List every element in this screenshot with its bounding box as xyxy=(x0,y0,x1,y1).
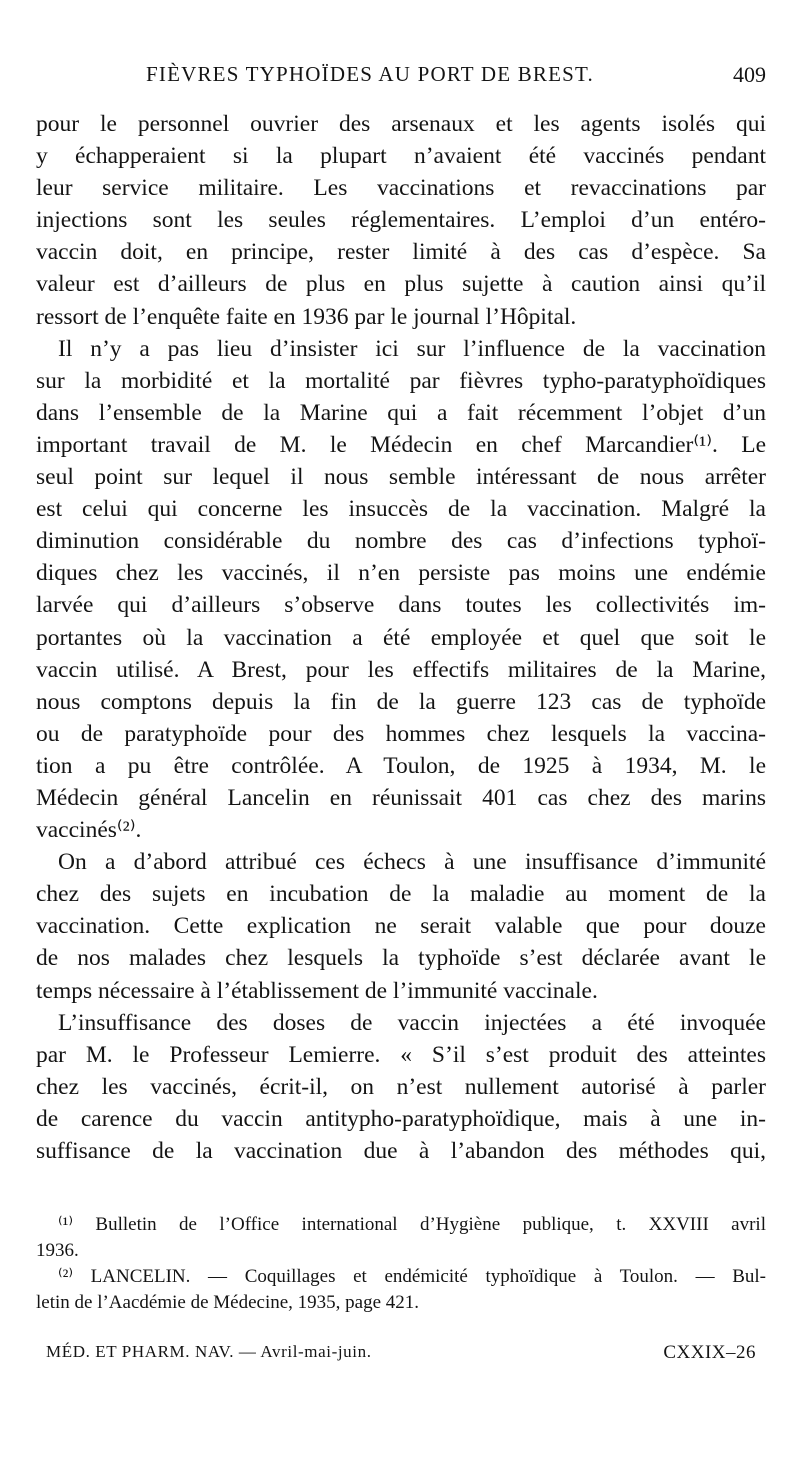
text-line: suffisance de la vaccination due à l’abandon des méthodes qui, xyxy=(36,1138,766,1164)
text-line: sur la morbidité et la mortalité par fièvres typho-paratyphoïdiques xyxy=(36,367,766,394)
text-line: larvée qui d’ailleurs s’observe dans toutes les collectivités im- xyxy=(36,592,766,619)
signature-mark: CXXIX–26 xyxy=(663,1342,756,1363)
text-line: vaccination. Cette explication ne serait valable que pour douze xyxy=(36,913,766,940)
body-text xyxy=(36,108,766,1167)
text-line: vaccinés⁽²⁾. xyxy=(36,817,142,844)
text-line: chez les vaccinés, écrit-il, on n’est nullement autorisé à parler xyxy=(36,1073,766,1100)
imprint: MÉD. ET PHARM. NAV. — Avril-mai-juin. xyxy=(46,1342,372,1361)
text-line: valeur est d’ailleurs de plus en plus sujette à caution ainsi qu’il xyxy=(36,271,766,298)
text-line: temps nécessaire à l’établissement de l’immunité vaccinale. xyxy=(36,977,598,1004)
footnote-line: ⁽¹⁾ Bulletin de l’Office international d’Hygiène publique, t. XXVIII avril xyxy=(58,1214,766,1235)
text-line: dans l’ensemble de la Marine qui a fait récemment l’objet d’un xyxy=(36,399,766,426)
text-line: de carence du vaccin antitypho-paratyphoïdique, mais à une in- xyxy=(36,1105,766,1132)
text-line: portantes où la vaccination a été employée et quel que soit le xyxy=(36,624,766,651)
text-line: diminution considérable du nombre des cas d’infections typhoï- xyxy=(36,528,766,555)
page-number: 409 xyxy=(733,62,766,87)
text-line: seul point sur lequel il nous semble intéressant de nous arrêter xyxy=(36,464,766,491)
footnote-line: 1936. xyxy=(36,1240,79,1261)
text-line: Il n’y a pas lieu d’insister ici sur l’influence de la vaccination xyxy=(58,335,766,362)
text-line: par M. le Professeur Lemierre. « S’il s’est produit des atteintes xyxy=(36,1041,766,1068)
text-line: diques chez les vaccinés, il n’en persiste pas moins une endémie xyxy=(36,560,766,587)
text-line: ressort de l’enquête faite en 1936 par le journal l’Hôpital. xyxy=(36,303,577,330)
text-line: y échapperaient si la plupart n’avaient été vaccinés pendant xyxy=(36,143,766,170)
text-line: de nos malades chez lesquels la typhoïde s’est déclarée avant le xyxy=(36,945,766,972)
text-line: vaccin utilisé. A Brest, pour les effectifs militaires de la Marine, xyxy=(36,656,766,683)
text-line: tion a pu être contrôlée. A Toulon, de 1925 à 1934, M. le xyxy=(36,752,766,779)
text-line: nous comptons depuis la fin de la guerre 123 cas de typhoïde xyxy=(36,688,766,715)
running-title: FIÈVRES TYPHOÏDES AU PORT DE BREST. xyxy=(146,62,594,86)
text-line: est celui qui concerne les insuccès de la vaccination. Malgré la xyxy=(36,496,766,523)
running-head xyxy=(36,62,766,92)
text-line: On a d’abord attribué ces échecs à une insuffisance d’immunité xyxy=(58,849,766,876)
text-line: ou de paratyphoïde pour des hommes chez lesquels la vaccina- xyxy=(36,720,766,747)
text-line: pour le personnel ouvrier des arsenaux et les agents isolés qui xyxy=(36,111,766,137)
text-line: leur service militaire. Les vaccinations et revaccinations par xyxy=(36,175,766,202)
footnote-line: ⁽²⁾ LANCELIN. — Coquillages et endémicité typhoïdique à Toulon. — Bul- xyxy=(58,1266,766,1287)
text-line: Médecin général Lancelin en réunissait 401 cas chez des marins xyxy=(36,784,766,811)
text-line: chez des sujets en incubation de la maladie au moment de la xyxy=(36,881,766,908)
text-line: L’insuffisance des doses de vaccin injectées a été invoquée xyxy=(58,1009,766,1036)
footnote-line: letin de l’Aacdémie de Médecine, 1935, page 421. xyxy=(36,1292,420,1313)
page-footer xyxy=(46,1342,756,1370)
text-line: important travail de M. le Médecin en chef Marcandier⁽¹⁾. Le xyxy=(36,431,766,458)
text-line: vaccin doit, en principe, rester limité à des cas d’espèce. Sa xyxy=(36,239,766,266)
text-line: injections sont les seules réglementaires. L’emploi d’un entéro- xyxy=(36,207,766,234)
footnotes xyxy=(36,1212,766,1316)
